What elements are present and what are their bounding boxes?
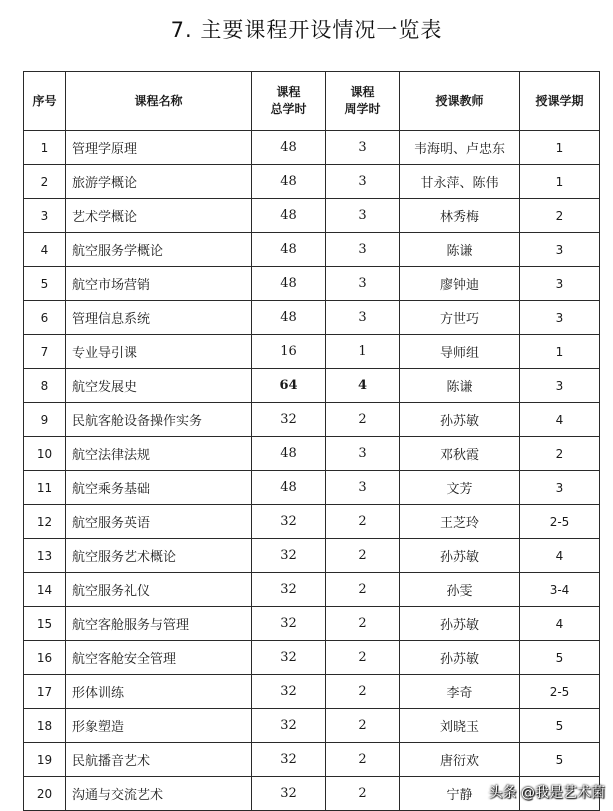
total-hours: 16 [252, 335, 326, 369]
header-weekly-hours: 课程 周学时 [326, 72, 400, 131]
row-index: 11 [24, 471, 66, 505]
total-hours: 48 [252, 437, 326, 471]
row-index: 15 [24, 607, 66, 641]
weekly-hours: 2 [326, 539, 400, 573]
teacher: 廖钟迪 [400, 267, 520, 301]
row-index: 6 [24, 301, 66, 335]
teacher: 宁静 [400, 777, 520, 811]
course-name: 艺术学概论 [66, 199, 252, 233]
total-hours: 32 [252, 743, 326, 777]
teacher: 方世巧 [400, 301, 520, 335]
teacher: 孙苏敏 [400, 607, 520, 641]
weekly-hours: 2 [326, 607, 400, 641]
term: 4 [520, 403, 600, 437]
teacher: 导师组 [400, 335, 520, 369]
total-hours: 48 [252, 267, 326, 301]
row-index: 1 [24, 131, 66, 165]
term: 2 [520, 437, 600, 471]
weekly-hours: 4 [326, 369, 400, 403]
term: 3 [520, 301, 600, 335]
total-hours: 64 [252, 369, 326, 403]
watermark: 头条 @我是艺术菌 [488, 785, 605, 801]
row-index: 20 [24, 777, 66, 811]
teacher: 唐衍欢 [400, 743, 520, 777]
weekly-hours: 2 [326, 777, 400, 811]
page-title: 7. 主要课程开设情况一览表 [170, 18, 443, 42]
total-hours: 32 [252, 539, 326, 573]
table-row [24, 505, 600, 539]
weekly-hours: 3 [326, 131, 400, 165]
course-name: 民航播音艺术 [66, 743, 252, 777]
weekly-hours: 2 [326, 641, 400, 675]
term: 1 [520, 335, 600, 369]
teacher: 刘晓玉 [400, 709, 520, 743]
row-index: 7 [24, 335, 66, 369]
course-table [23, 71, 600, 811]
weekly-hours: 2 [326, 743, 400, 777]
row-index: 16 [24, 641, 66, 675]
term: 2 [520, 199, 600, 233]
term: 3 [520, 267, 600, 301]
course-name: 航空法律法规 [66, 437, 252, 471]
table-row [24, 471, 600, 505]
table-row [24, 675, 600, 709]
table-row [24, 301, 600, 335]
term: 1 [520, 165, 600, 199]
row-index: 3 [24, 199, 66, 233]
teacher: 孙苏敏 [400, 539, 520, 573]
row-index: 12 [24, 505, 66, 539]
table-row [24, 539, 600, 573]
table-row [24, 641, 600, 675]
weekly-hours: 2 [326, 709, 400, 743]
header-course-name: 课程名称 [66, 72, 252, 131]
total-hours: 48 [252, 131, 326, 165]
total-hours: 48 [252, 233, 326, 267]
term: 3-4 [520, 573, 600, 607]
row-index: 9 [24, 403, 66, 437]
row-index: 18 [24, 709, 66, 743]
course-name: 航空客舱安全管理 [66, 641, 252, 675]
row-index: 14 [24, 573, 66, 607]
header-total-hours: 课程 总学时 [252, 72, 326, 131]
weekly-hours: 2 [326, 675, 400, 709]
row-index: 19 [24, 743, 66, 777]
weekly-hours: 3 [326, 199, 400, 233]
row-index: 8 [24, 369, 66, 403]
header-index: 序号 [24, 72, 66, 131]
course-name: 航空服务英语 [66, 505, 252, 539]
row-index: 4 [24, 233, 66, 267]
term: 5 [520, 743, 600, 777]
total-hours: 32 [252, 641, 326, 675]
teacher: 王芝玲 [400, 505, 520, 539]
term: 4 [520, 607, 600, 641]
weekly-hours: 1 [326, 335, 400, 369]
total-hours: 32 [252, 777, 326, 811]
total-hours: 48 [252, 199, 326, 233]
term: 2-5 [520, 505, 600, 539]
term: 4 [520, 539, 600, 573]
table-row [24, 131, 600, 165]
header-teacher: 授课教师 [400, 72, 520, 131]
total-hours: 48 [252, 301, 326, 335]
course-name: 管理学原理 [66, 131, 252, 165]
weekly-hours: 3 [326, 471, 400, 505]
table-row [24, 199, 600, 233]
course-name: 旅游学概论 [66, 165, 252, 199]
teacher: 孙雯 [400, 573, 520, 607]
table-row [24, 369, 600, 403]
course-name: 形体训练 [66, 675, 252, 709]
weekly-hours: 3 [326, 437, 400, 471]
total-hours: 32 [252, 607, 326, 641]
teacher: 邓秋霞 [400, 437, 520, 471]
teacher: 孙苏敏 [400, 641, 520, 675]
weekly-hours: 3 [326, 233, 400, 267]
course-name: 航空客舱服务与管理 [66, 607, 252, 641]
weekly-hours: 3 [326, 301, 400, 335]
row-index: 5 [24, 267, 66, 301]
table-row [24, 335, 600, 369]
teacher: 文芳 [400, 471, 520, 505]
teacher: 孙苏敏 [400, 403, 520, 437]
table-row [24, 709, 600, 743]
total-hours: 32 [252, 573, 326, 607]
total-hours: 32 [252, 709, 326, 743]
course-name: 管理信息系统 [66, 301, 252, 335]
course-name: 专业导引课 [66, 335, 252, 369]
row-index: 17 [24, 675, 66, 709]
course-name: 航空服务礼仪 [66, 573, 252, 607]
weekly-hours: 2 [326, 403, 400, 437]
course-name: 形象塑造 [66, 709, 252, 743]
term: 5 [520, 641, 600, 675]
course-name: 民航客舱设备操作实务 [66, 403, 252, 437]
header-term: 授课学期 [520, 72, 600, 131]
table-row [24, 573, 600, 607]
term: 1 [520, 131, 600, 165]
table-row [24, 267, 600, 301]
table-row [24, 743, 600, 777]
term: 3 [520, 471, 600, 505]
total-hours: 32 [252, 675, 326, 709]
total-hours: 48 [252, 165, 326, 199]
term: 3 [520, 369, 600, 403]
teacher: 李奇 [400, 675, 520, 709]
table-row [24, 233, 600, 267]
table-header-row [24, 72, 600, 131]
weekly-hours: 2 [326, 573, 400, 607]
weekly-hours: 2 [326, 505, 400, 539]
course-name: 航空发展史 [66, 369, 252, 403]
row-index: 10 [24, 437, 66, 471]
teacher: 林秀梅 [400, 199, 520, 233]
teacher: 韦海明、卢忠东 [400, 131, 520, 165]
weekly-hours: 3 [326, 267, 400, 301]
course-name: 沟通与交流艺术 [66, 777, 252, 811]
term: 2-5 [520, 675, 600, 709]
table-row [24, 403, 600, 437]
total-hours: 32 [252, 403, 326, 437]
total-hours: 48 [252, 471, 326, 505]
teacher: 陈谦 [400, 369, 520, 403]
row-index: 13 [24, 539, 66, 573]
course-name: 航空服务学概论 [66, 233, 252, 267]
term: 5 [520, 709, 600, 743]
row-index: 2 [24, 165, 66, 199]
teacher: 陈谦 [400, 233, 520, 267]
total-hours: 32 [252, 505, 326, 539]
table-row [24, 607, 600, 641]
table-row [24, 165, 600, 199]
course-name: 航空服务艺术概论 [66, 539, 252, 573]
table-row [24, 437, 600, 471]
weekly-hours: 3 [326, 165, 400, 199]
teacher: 甘永萍、陈伟 [400, 165, 520, 199]
course-name: 航空市场营销 [66, 267, 252, 301]
course-name: 航空乘务基础 [66, 471, 252, 505]
term: 3 [520, 233, 600, 267]
